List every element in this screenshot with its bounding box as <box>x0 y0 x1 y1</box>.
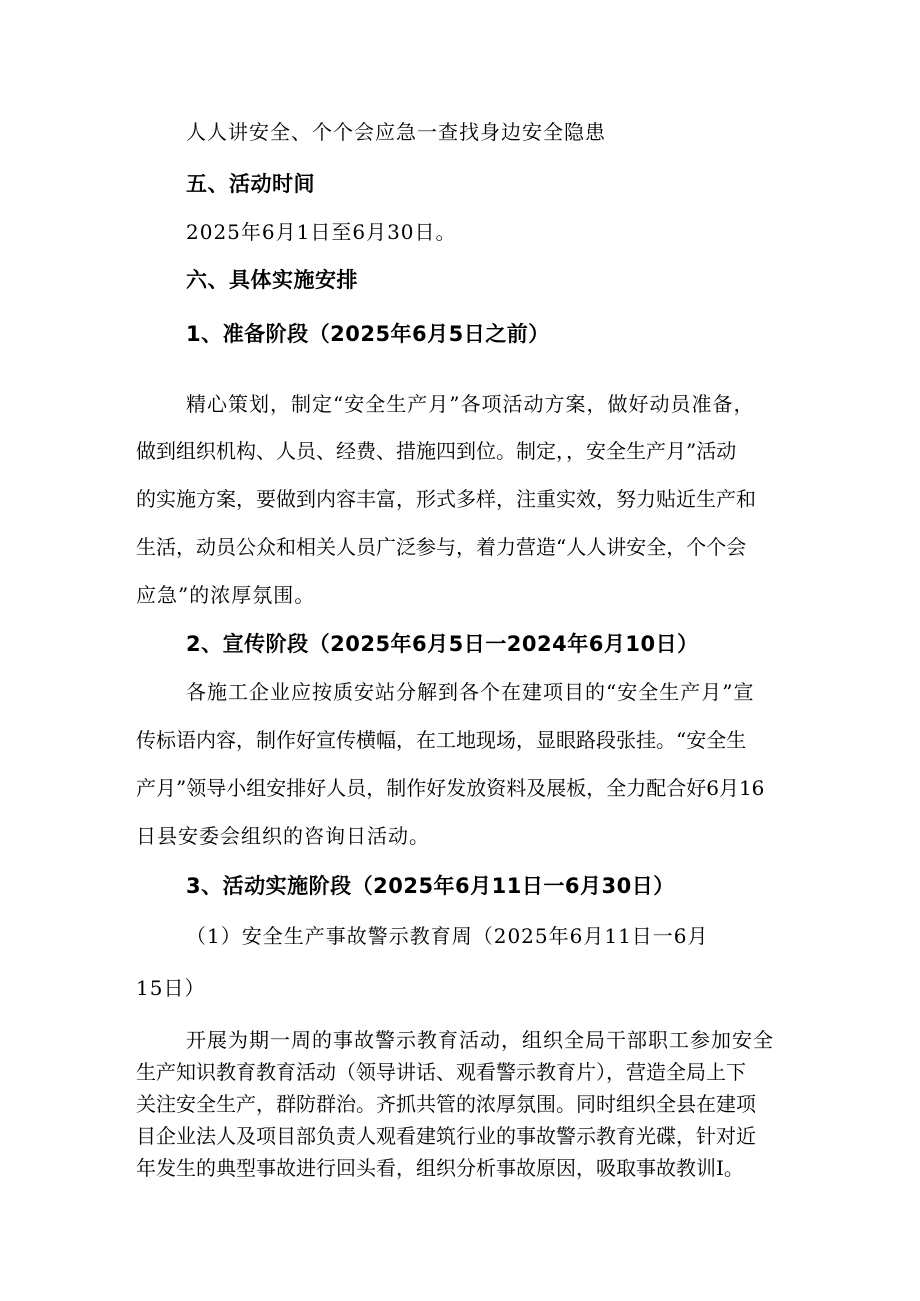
section-heading-activity-time: 五、活动时间 <box>186 172 315 196</box>
paragraph-line: 传标语内容，制作好宣传横幅，在工地现场，显眼路段张挂。“安全生 <box>136 728 747 752</box>
paragraph-line: 做到组织机构、人员、经费、措施四到位。制定，，安全生产月”活动 <box>136 439 737 463</box>
item-line: 15日） <box>136 976 206 1000</box>
item-line: （1）安全生产事故警示教育周（2025年6月11日一6月 <box>186 924 709 948</box>
paragraph-line: 产月”领导小组安排好人员，制作好发放资料及展板，全力配合好6月16 <box>136 776 765 800</box>
paragraph-line: 各施工企业应按质安站分解到各个在建项目的“安全生产月”宣 <box>186 680 755 704</box>
paragraph-line: 应急”的浓厚氛围。 <box>136 583 316 607</box>
paragraph-line: 精心策划，制定“安全生产月”各项活动方案，做好动员准备， <box>186 392 755 416</box>
activity-time-text: 2025年6月1日至6月30日。 <box>186 220 457 244</box>
paragraph-line: 日县安委会组织的咨询日活动。 <box>136 824 430 848</box>
slogan-line: 人人讲安全、个个会应急一查找身边安全隐患 <box>186 120 606 144</box>
subheading-preparation-stage: 1、准备阶段（2025年6月5日之前） <box>186 322 550 346</box>
paragraph-line: 的实施方案，要做到内容丰富，形式多样，注重实效，努力贴近生产和 <box>136 487 756 511</box>
subheading-publicity-stage: 2、宣传阶段（2025年6月5日一2024年6月10日） <box>186 632 699 656</box>
paragraph-line: 生产知识教育教育活动（领导讲话、观看警示教育片），营造全局上下 <box>136 1060 746 1084</box>
subheading-implementation-stage: 3、活动实施阶段（2025年6月11日一6月30日） <box>186 874 675 898</box>
paragraph-line: 关注安全生产，群防群治。齐抓共管的浓厚氛围。同时组织全县在建项 <box>136 1092 756 1116</box>
paragraph-line: 生活，动员公众和相关人员广泛参与，着力营造“人人讲安全，个个会 <box>136 535 747 559</box>
paragraph-line: 目企业法人及项目部负责人观看建筑行业的事故警示教育光碟，针对近 <box>136 1124 756 1148</box>
section-heading-implementation: 六、具体实施安排 <box>186 268 358 292</box>
paragraph-line: 开展为期一周的事故警示教育活动，组织全局干部职工参加安全 <box>186 1028 774 1052</box>
paragraph-line: 年发生的典型事故进行回头看，组织分析事故原因，吸取事故教训I。 <box>136 1156 744 1180</box>
